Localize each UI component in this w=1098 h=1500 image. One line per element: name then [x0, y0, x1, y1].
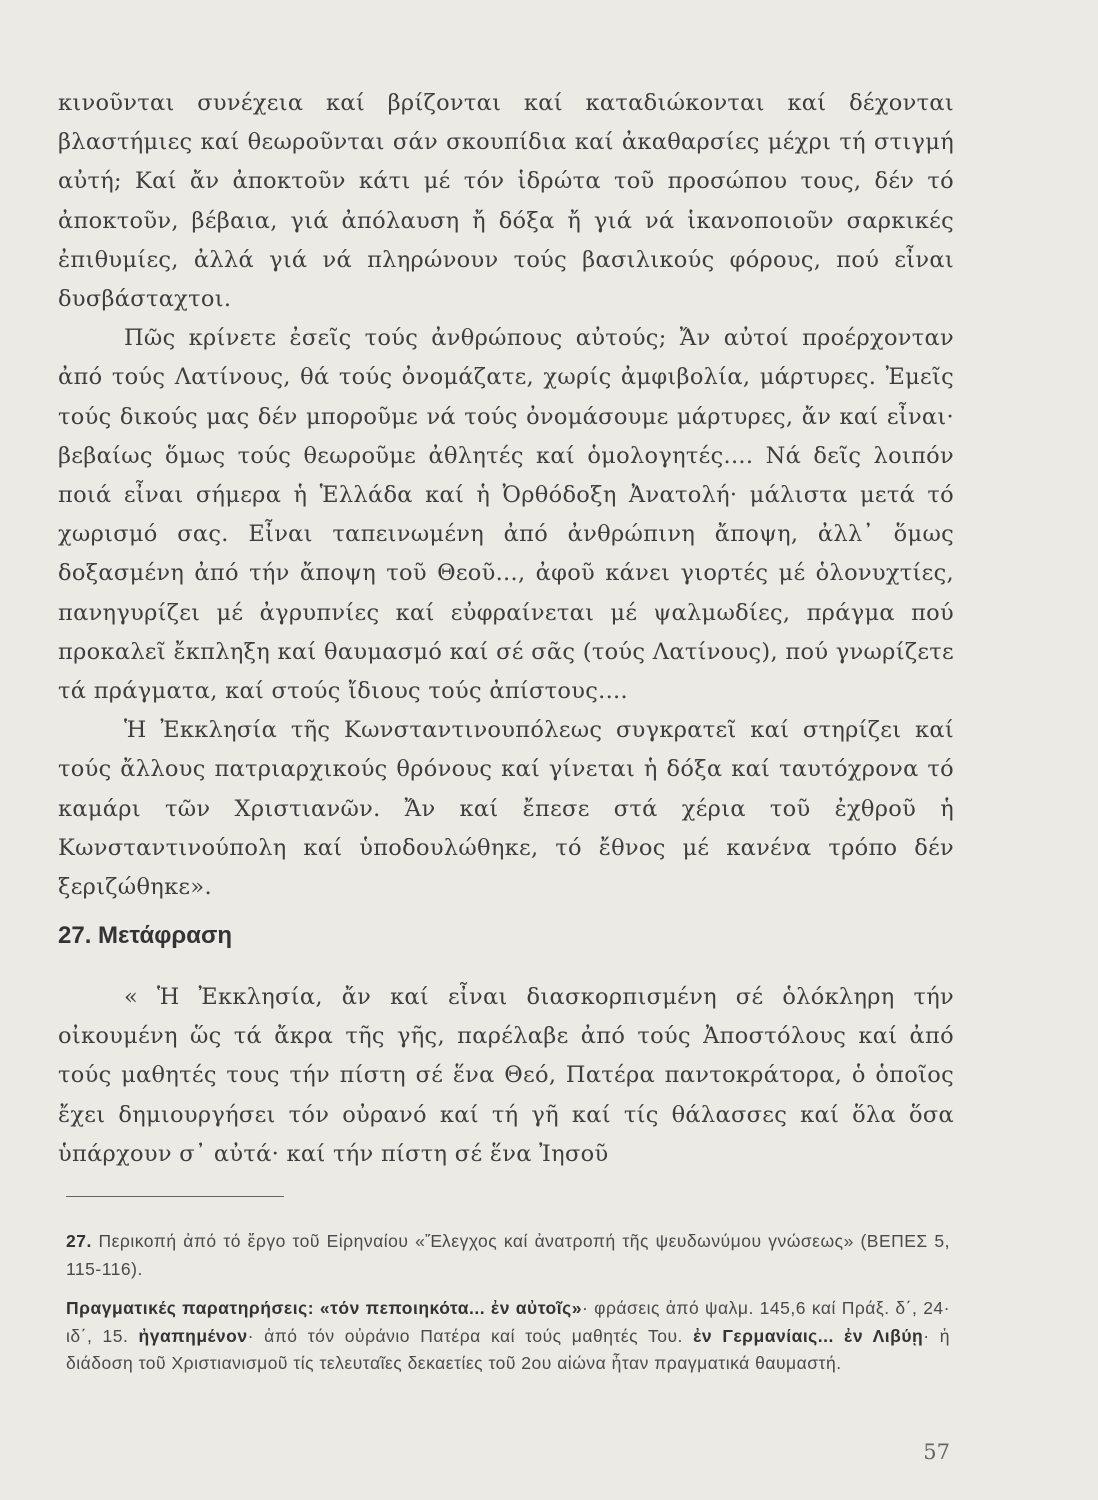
- footnote-divider: [66, 1196, 284, 1197]
- observation-term-2: ἠγαπημένον: [138, 1325, 248, 1346]
- section-text: [58, 978, 954, 1174]
- footnotes: [66, 1228, 950, 1378]
- observations-label: Πραγματικές παρατηρήσεις:: [66, 1298, 315, 1318]
- observation-text-3: · ἡ διάδοση τοῦ Χριστιανισμοῦ τίς τελευταῖες δεκαετίες τοῦ 2ου αἰώνα ἦταν πραγματικά θαυμαστή.: [66, 1325, 950, 1373]
- paragraph-1: κινοῦνται συνέχεια καί βρίζονται καί καταδιώκονται καί δέχονται βλαστήμιες καί θεωροῦνται σάν σκουπίδια καί ἀκαθαρσίες μέχρι τή στιγμή αὐτή; Καί ἄν ἀποκτοῦν κάτι μέ τόν ἱδρώτα τοῦ προσώπου τους, δέν τό ἀποκτοῦν, βέβαια, γιά ἀπόλαυση ἤ δόξα ἤ γιά νά ἱκανοποιοῦν σαρκικές ἐπιθυμίες, ἀλλά γιά νά πληρώνουν τούς βασιλικούς φόρους, πού εἶναι δυσβάσταχτοι.: [58, 90, 954, 313]
- footnote-number: 27.: [66, 1231, 92, 1251]
- observation-text-1: · φράσεις ἀπό ψαλμ. 145,6 καί Πράξ. δ΄, 24· ιδ΄, 15.: [66, 1298, 950, 1346]
- footnote-27: [66, 1228, 950, 1283]
- body-text: [58, 84, 954, 907]
- observation-text-2: · ἀπό τόν οὐράνιο Πατέρα καί τούς μαθητές Του.: [247, 1325, 683, 1346]
- observation-term-3: ἐν Γερμανίαις... ἐν Λιβύῃ: [693, 1325, 924, 1346]
- section-heading: 27. Μετάφραση: [58, 922, 233, 949]
- observation-term-1: «τόν πεποιηκότα... ἐν αὐτοῖς»: [319, 1298, 582, 1318]
- paragraph-2: Πῶς κρίνετε ἐσεῖς τούς ἀνθρώπους αὐτούς; Ἄν αὐτοί προέρχονταν ἀπό τούς Λατίνους, θά τούς ὀνομάζατε, χωρίς ἀμφιβολία, μάρτυρες. Ἐμεῖς τούς δικούς μας δέν μποροῦμε νά τούς ὀνομάσουμε μάρτυρες, ἄν καί εἶναι· βεβαίως ὅμως τούς θεωροῦμε ἀθλητές καί ὁμολογητές.... Νά δεῖς λοιπόν ποιά εἶναι σήμερα ἡ Ἑλλάδα καί ἡ Ὀρθόδοξη Ἀνατολή· μάλιστα μετά τό χωρισμό σας. Εἶναι ταπεινωμένη ἀπό ἀνθρώπινη ἄποψη, ἀλλ᾽ ὅμως δοξασμένη ἀπό τήν ἄποψη τοῦ Θεοῦ..., ἀφοῦ κάνει γιορτές μέ ὁλονυχτίες, πανηγυρίζει μέ ἀγρυπνίες καί εὐφραίνεται μέ ψαλμωδίες, πράγμα πού προκαλεῖ ἔκπληξη καί θαυμασμό καί σέ σᾶς (τούς Λατίνους), πού γνωρίζετε τά πράγματα, καί στούς ἴδιους τούς ἀπίστους....: [58, 325, 954, 705]
- footnote-text: Περικοπή ἀπό τό ἔργο τοῦ Εἰρηναίου «Ἔλεγχος καί ἀνατροπή τῆς ψευδωνύμου γνώσεως» (ΒΕΠΕΣ 5, 115-116).: [66, 1231, 950, 1279]
- paragraph-3: Ἡ Ἐκκλησία τῆς Κωνσταντινουπόλεως συγκρατεῖ καί στηρίζει καί τούς ἄλλους πατριαρχικούς θρόνους καί γίνεται ἡ δόξα καί ταυτόχρονα τό καμάρι τῶν Χριστιανῶν. Ἄν καί ἔπεσε στά χέρια τοῦ ἐχθροῦ ἡ Κωνσταντινούπολη καί ὑποδουλώθηκε, τό ἔθνος μέ κανένα τρόπο δέν ξεριζώθηκε».: [58, 717, 954, 901]
- section-paragraph: « Ἡ Ἐκκλησία, ἄν καί εἶναι διασκορπισμένη σέ ὁλόκληρη τήν οἰκουμένη ὥς τά ἄκρα τῆς γῆς, παρέλαβε ἀπό τούς Ἀποστόλους καί ἀπό τούς μαθητές τους τήν πίστη σέ ἕνα Θεό, Πατέρα παντοκράτορα, ὁ ὁποῖος ἔχει δημιουργήσει τόν οὐρανό καί τή γῆ καί τίς θάλασσες καί ὅλα ὅσα ὑπάρχουν σ᾽ αὐτά· καί τήν πίστη σέ ἕνα Ἰησοῦ: [58, 984, 954, 1167]
- page-number: 57: [923, 1440, 950, 1464]
- footnote-observations: [66, 1295, 950, 1378]
